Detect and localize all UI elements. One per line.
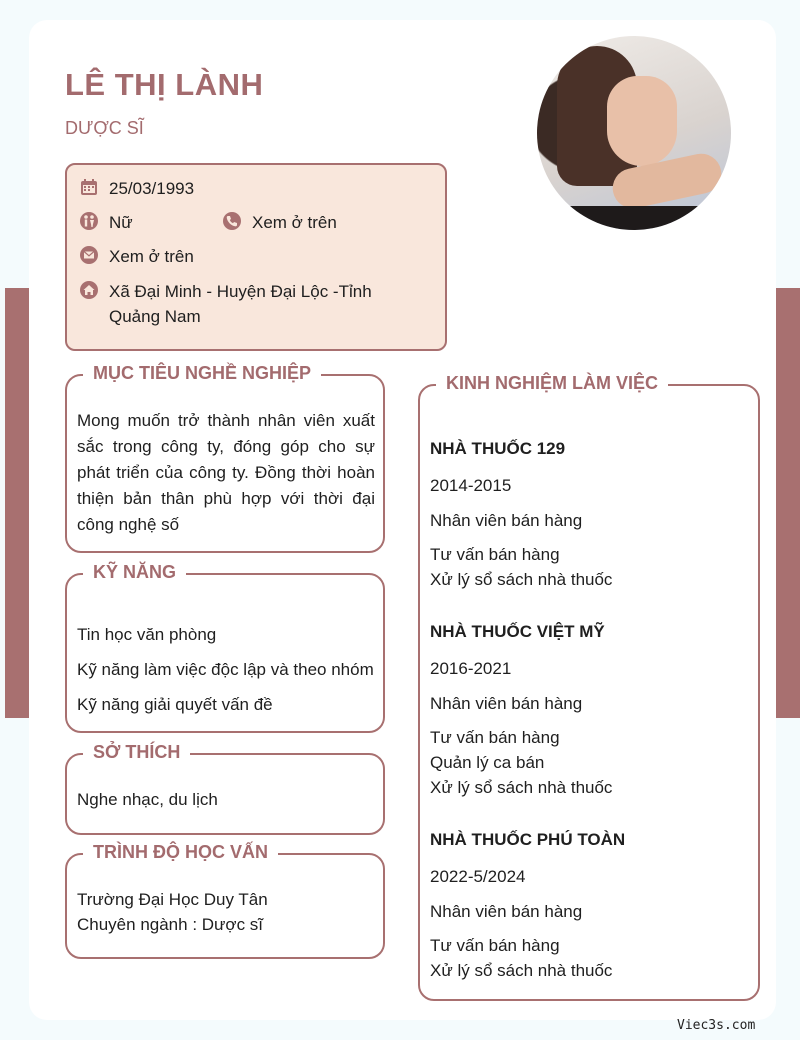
education-heading: TRÌNH ĐỘ HỌC VẤN (83, 842, 278, 863)
hobbies-text: Nghe nhạc, du lịch (77, 790, 218, 809)
job-company: NHÀ THUỐC 129 (430, 439, 566, 458)
job-position: Nhân viên bán hàng (430, 511, 583, 530)
personal-info-box (65, 163, 447, 351)
address-text: Xã Đại Minh - Huyện Đại Lộc -Tỉnh Quảng Nam (109, 282, 372, 326)
job-period: 2022-5/2024 (430, 867, 526, 886)
skills-heading: KỸ NĂNG (83, 562, 186, 583)
job-period: 2014-2015 (430, 476, 512, 495)
info-address (79, 279, 399, 329)
job-period: 2016-2021 (430, 659, 512, 678)
skill-item: Kỹ năng làm việc độc lập và theo nhóm (77, 660, 374, 679)
objective-text: Mong muốn trở thành nhân viên xuất sắc trong công ty, đóng góp cho sự phát triển của công ty. Đồng thời hoàn thiện bản thân phù hợp với thời đại công nghệ số (77, 411, 375, 534)
education-section (65, 842, 385, 959)
profile-photo (537, 36, 731, 230)
job-company: NHÀ THUỐC VIỆT MỸ (430, 622, 605, 641)
experience-heading: KINH NGHIỆM LÀM VIỆC (436, 373, 668, 394)
job-position: Nhân viên bán hàng (430, 694, 583, 713)
skills-section (65, 562, 385, 733)
hobbies-heading: SỞ THÍCH (83, 742, 190, 763)
left-accent-bar (5, 288, 29, 718)
phone-icon (222, 211, 242, 231)
phone-text: Xem ở trên (252, 213, 337, 232)
job-duty: Xử lý sổ sách nhà thuốc (430, 778, 613, 797)
education-school: Trường Đại Học Duy Tân (77, 890, 268, 909)
job-duty: Xử lý sổ sách nhà thuốc (430, 570, 613, 589)
right-accent-bar (776, 288, 800, 718)
job-position: Nhân viên bán hàng (430, 902, 583, 921)
skill-item: Kỹ năng giải quyết vấn đề (77, 695, 273, 714)
experience-section (418, 373, 760, 1001)
info-gender (79, 210, 133, 235)
hobbies-section (65, 742, 385, 835)
watermark: Viec3s.com (677, 1018, 756, 1033)
envelope-icon (79, 245, 99, 265)
job-duty: Tư vấn bán hàng (430, 728, 560, 747)
info-birthday (79, 176, 194, 201)
skill-item: Tin học văn phòng (77, 625, 217, 644)
job-company: NHÀ THUỐC PHÚ TOÀN (430, 830, 626, 849)
birthday-text: 25/03/1993 (109, 179, 195, 198)
email-text: Xem ở trên (109, 247, 194, 266)
job-duty: Quản lý ca bán (430, 753, 545, 772)
info-phone (222, 210, 337, 235)
gender-text: Nữ (109, 213, 133, 232)
job-duty: Tư vấn bán hàng (430, 936, 560, 955)
job-duty: Xử lý sổ sách nhà thuốc (430, 961, 613, 980)
job-duty: Tư vấn bán hàng (430, 545, 560, 564)
calendar-icon (79, 177, 99, 197)
candidate-title: DƯỢC SĨ (65, 118, 144, 138)
objective-heading: MỤC TIÊU NGHỀ NGHIỆP (83, 363, 321, 384)
education-major: Chuyên ngành : Dược sĩ (77, 915, 264, 934)
candidate-name: LÊ THỊ LÀNH (65, 67, 264, 102)
info-email (79, 244, 194, 269)
home-icon (79, 280, 99, 300)
objective-section (65, 363, 385, 553)
gender-icon (79, 211, 99, 231)
